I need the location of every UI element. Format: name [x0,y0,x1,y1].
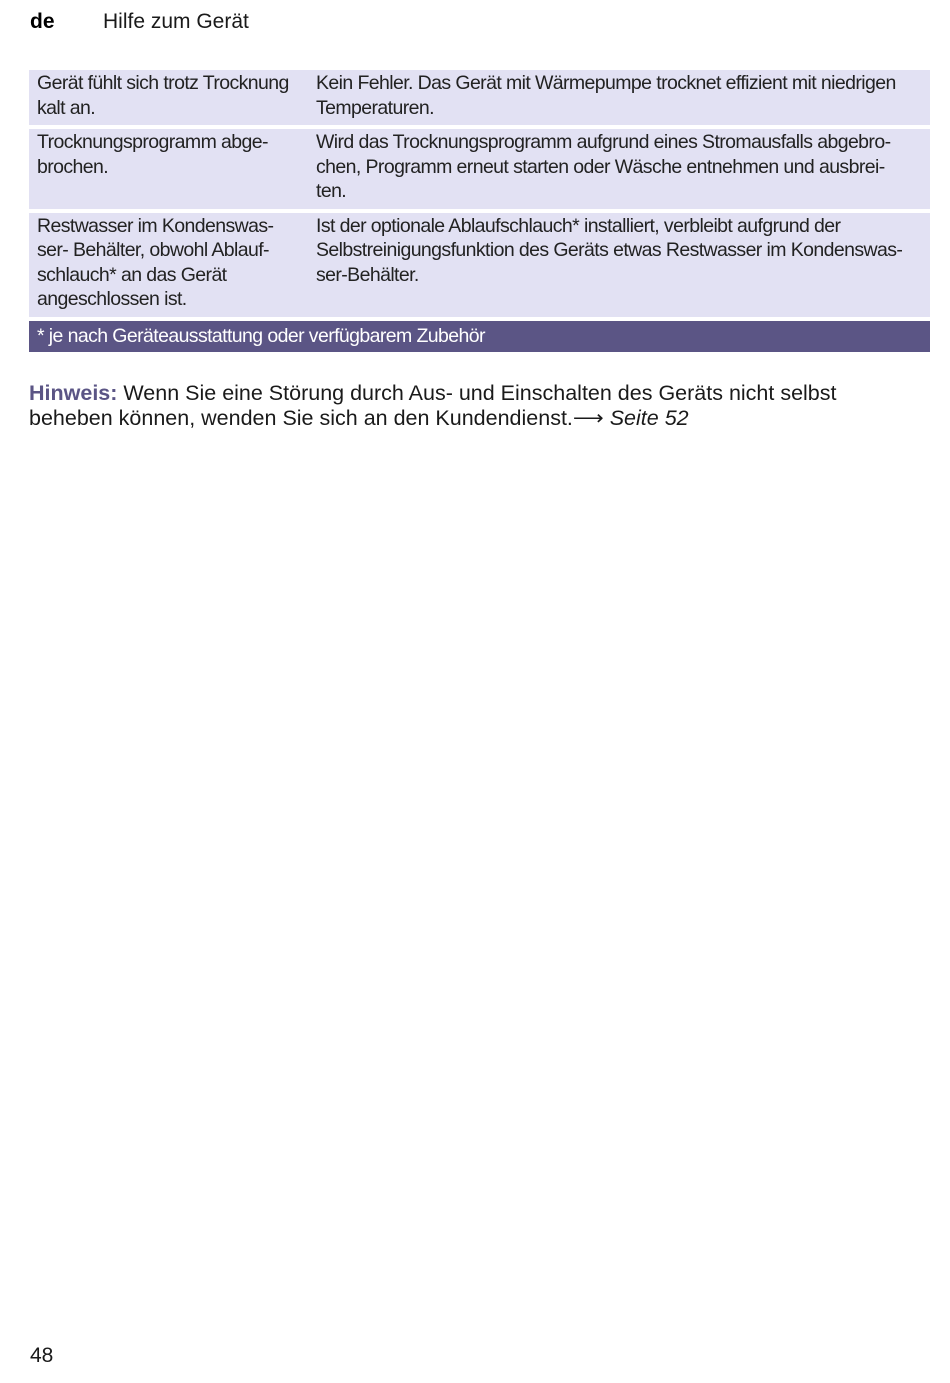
section-title: Hilfe zum Gerät [103,10,249,33]
table-row [29,129,930,213]
hint-note [29,381,919,431]
page-reference-link[interactable]: Seite 52 [609,406,689,430]
solution-cell: Kein Fehler. Das Gerät mit Wärmepumpe trocknet effizient mit niedrigen Temperaturen. [316,72,896,119]
page-header [30,8,930,36]
troubleshooting-table [29,70,930,352]
problem-cell: Trocknungsprogramm abge- brochen. [37,131,268,178]
problem-cell: Gerät fühlt sich trotz Trocknung kalt an. [37,72,289,119]
hint-label: Hinweis: [29,381,118,405]
table-row [29,70,930,129]
table-row [29,213,930,321]
solution-cell: Wird das Trocknungsprogramm aufgrund eines Stromausfalls abgebro- chen, Programm erneut starten oder Wäsche entnehmen und ausbrei- ten. [316,131,891,202]
page-number: 48 [30,1344,54,1367]
table-footnote: * je nach Geräteausstattung oder verfügbarem Zubehör [29,321,930,352]
language-code: de [30,10,55,33]
problem-cell: Restwasser im Kondenswas- ser- Behälter, obwohl Ablauf- schlauch* an das Gerät angeschlossen ist. [37,214,274,310]
solution-cell: Ist der optionale Ablaufschlauch* installiert, verbleibt aufgrund der Selbstreinigungsfunktion des Geräts etwas Restwasser im Kondenswas- ser-Behälter. [316,214,903,286]
arrow-icon: ⟶ [572,406,604,430]
hint-text: Wenn Sie eine Störung durch Aus- und Einschalten des Geräts nicht selbst beheben können, wenden Sie sich an den Kundendienst. [29,381,837,430]
